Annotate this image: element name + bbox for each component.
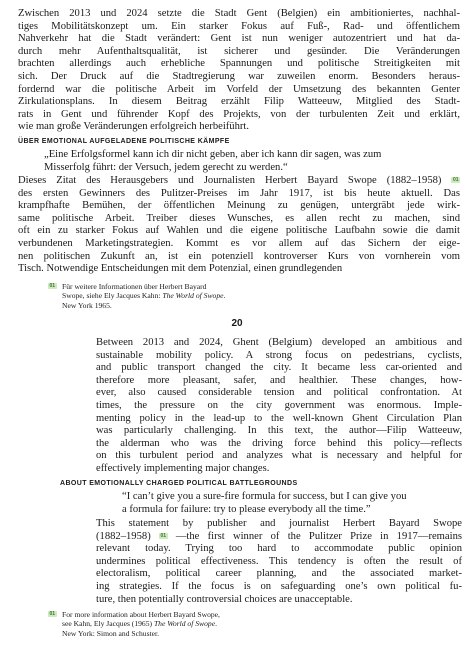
text-line: ture, then potentially controversial choices are unacceptable. — [96, 593, 353, 605]
text-line: tiges Mobilitätskonzept um. Ein starker Fokus auf Fuß-, Rad- und öffentlichem — [18, 20, 460, 32]
text-line: and public transport changed the city. It became less car-oriented and — [96, 362, 462, 374]
english-intro-paragraph — [96, 337, 462, 476]
text-line: Between 2013 and 2024, Ghent (Belgium) developed an ambitious and — [96, 337, 462, 348]
german-footnote — [49, 282, 302, 310]
footnote-line: For more information about Herbert Bayard Swope, — [62, 610, 220, 619]
text-line: krampfhafte Bemühen, der öffentlichen Meinung zu genügen, untergräbt jede wirk- — [18, 200, 460, 212]
quote-line: „Eine Erfolgsformel kann ich dir nicht geben, aber ich kann dir sagen, was zum — [44, 149, 382, 160]
text-line: Zwischen 2013 und 2024 setzte die Stadt Gent (Belgien) ein ambitioniertes, nachhal- — [18, 8, 460, 19]
text-line: Zirkulationsplans. In diesem Beitrag erzählt Filip Watteeuw, Mitglied des Stadt- — [18, 96, 460, 108]
text-line: nen politischen Zukunft an, ist ein potenziell kontroverser Kurs von vornherein vom — [18, 250, 460, 262]
text-line: ing strategies. If the focus is on safeguarding one’s own political fu- — [96, 580, 462, 592]
footnote-line: New York: Simon and Schuster. — [62, 628, 160, 638]
text-line: ever, also caused considerable tension and political confrontation. At — [96, 387, 462, 399]
text-line: This statement by publisher and journalist Herbert Bayard Swope — [96, 518, 462, 529]
german-section-heading: ÜBER EMOTIONAL AUFGELADENE POLITISCHE KÄMPFE — [18, 138, 230, 145]
footnote-reference[interactable]: 01 — [452, 177, 459, 183]
text-line: fordernd war die politische Arbeit im Vorfeld der Umsetzung des bekannten Genter — [18, 83, 460, 95]
text-line: relevant today. Trying too hard to accommodate public opinion — [96, 543, 462, 555]
german-intro-paragraph — [18, 8, 460, 134]
text-line: durch mehr Aufenthaltsqualität, ist sicherer und gesünder. Die Veränderungen — [18, 45, 460, 57]
text-line: electoralism, political career planning, and the associated market- — [96, 568, 462, 580]
text-line: Nahverkehr hat die Stadt verändert: Gent ist nun weniger autozentriert und hat da- — [18, 33, 460, 45]
text-line: sich. Der Druck auf die Stadtregierung war zuweilen enorm. Besonders heraus- — [18, 70, 460, 82]
german-quote — [18, 149, 474, 174]
text-span: see Kahn, Ely Jacques (1965) — [62, 619, 154, 629]
text-line: effectively implementing major changes. — [96, 462, 270, 474]
text-span: —the first winner of the Pulitzer Prize in 1917—remains — [175, 530, 462, 542]
text-line: was particularly challenging. In this text, the author—Filip Watteeuw, — [96, 425, 462, 437]
text-line: rats in Gent und führender Kopf des Projekts, von der turbulenten Zeit und erklärt, — [18, 108, 460, 120]
text-line: oft ein zu starker Fokus auf Wahlen und die eigene politische Laufbahn sowie die damit — [18, 225, 460, 237]
footnote-line: New York 1965. — [62, 300, 112, 310]
text-line: therefore more pleasant, safer, and healthier. These changes, how- — [96, 374, 462, 386]
english-body-paragraph — [96, 518, 462, 606]
text-line: on this turbulent period and analyzes what is necessary and helpful for — [96, 450, 462, 462]
text-span: Dieses Zitat des Herausgebers und Journalisten Herbert Bayard Swope (1882–1958) — [18, 175, 442, 186]
quote-line: “I can’t give you a sure-fire formula for success, but I can give you — [122, 491, 407, 502]
footnote-line: Für weitere Informationen über Herbert Bayard — [62, 282, 207, 291]
footnote-line — [62, 619, 302, 628]
german-body-paragraph — [18, 175, 460, 276]
text-line: brachten allerdings auch erhebliche Spannungen und politische Streitigkeiten mit — [18, 58, 460, 70]
english-footnote — [49, 610, 302, 638]
page-number: 20 — [231, 318, 243, 329]
text-span: (1882–1958) — [96, 530, 151, 542]
english-quote — [96, 491, 474, 516]
text-line: menting policy in the lead-up to the well-known Ghent Circulation Plan — [96, 412, 462, 424]
english-section-heading: ABOUT EMOTIONALLY CHARGED POLITICAL BATTLEGROUNDS — [60, 480, 298, 487]
book-title: The World of Swope — [153, 619, 216, 629]
book-title: The World of Swope — [162, 291, 224, 301]
text-line: the alderman who was the driving force behind this policy—reflects — [96, 437, 462, 449]
quote-line: a formula for failure: try to please everybody all the time.” — [122, 503, 371, 515]
footnote-marker: 01 — [49, 283, 56, 289]
text-line: wie man große Veränderungen erfolgreich herbeiführt. — [18, 121, 250, 133]
quote-line: Misserfolg führt: der Versuch, jedem gerecht zu werden.“ — [44, 161, 288, 173]
text-line — [96, 531, 462, 544]
text-span: Swope, siehe Ely Jacques Kahn: — [62, 291, 163, 301]
text-span: . — [215, 619, 217, 629]
footnote-line — [62, 291, 302, 300]
footnote-marker: 01 — [49, 611, 56, 617]
text-line — [18, 175, 460, 188]
footnote-reference[interactable]: 01 — [160, 532, 167, 539]
text-line: verbundenen Marketingstrategien. Kommt es vor allem auf das Sichern der eige- — [18, 237, 460, 249]
text-line: times, the pressure on the city government was enormous. Imple- — [96, 399, 462, 411]
text-line: des ersten Gewinners des Pulitzer-Preises im Jahr 1917, ist bis heute aktuell. Das — [18, 187, 460, 199]
text-line: Tisch. Notwendige Entscheidungen mit dem Potenzial, einen grundlegenden — [18, 263, 343, 275]
text-line: undermines political effectiveness. This tendency is often the result of — [96, 555, 462, 567]
text-span: . — [223, 291, 226, 301]
text-line: same politische Arbeit. Treiber dieses Wunsches, es allen recht zu machen, sind — [18, 212, 460, 224]
text-line: sustainable mobility policy. A strong focus on pedestrians, cyclists, — [96, 349, 462, 361]
